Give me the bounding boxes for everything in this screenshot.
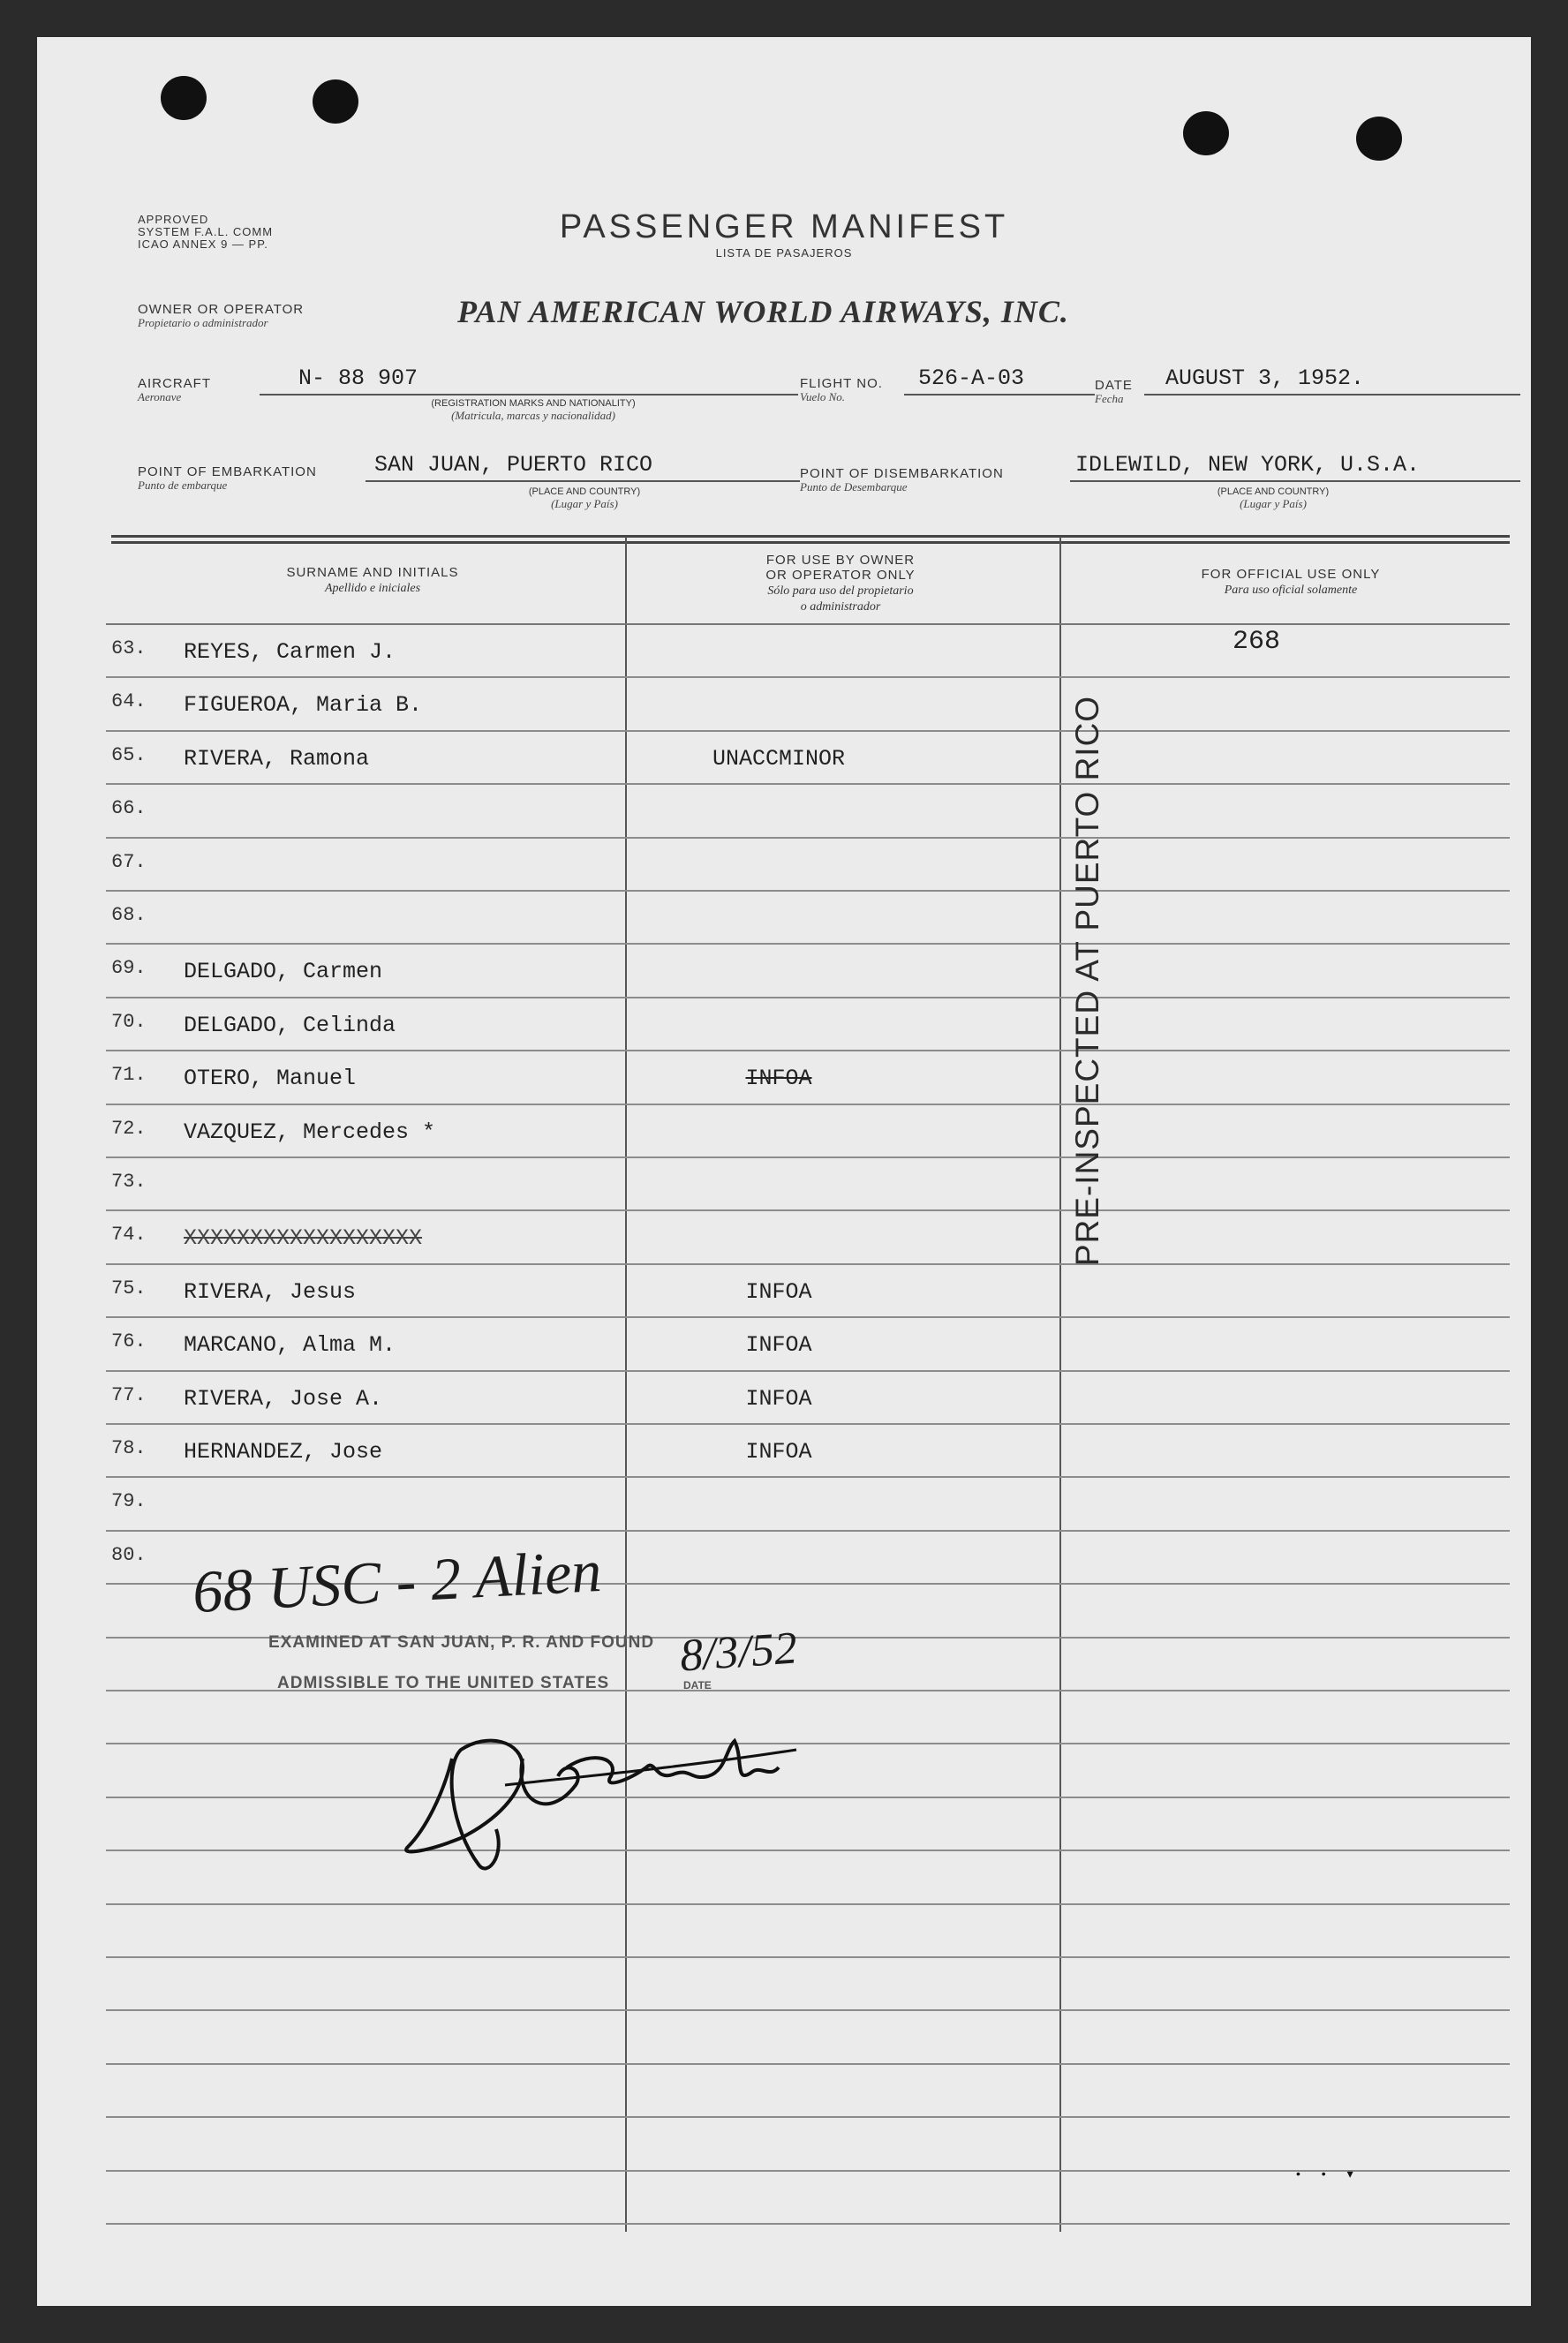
disembark-label: POINT OF DISEMBARKATION Punto de Desembarque (800, 466, 1004, 493)
column-divider (1059, 537, 1061, 2232)
approval-line: ICAO ANNEX 9 — PP. (138, 237, 268, 251)
operator-note: INFOA (745, 1439, 812, 1465)
operator-note: INFOA (745, 1278, 812, 1305)
blank-rule (106, 2223, 1510, 2225)
row-number: 68. (111, 904, 147, 926)
row-rule (106, 1476, 1510, 1478)
row-number: 67. (111, 850, 147, 873)
row-rule (106, 1156, 1510, 1158)
surname-header: SURNAME AND INITIALS Apellido e iniciales (286, 565, 459, 595)
operator-note: INFOA (745, 1066, 812, 1092)
row-rule (106, 1370, 1510, 1372)
blank-rule (106, 2116, 1510, 2118)
approval-line: APPROVED (138, 213, 209, 226)
row-number: 65. (111, 743, 147, 766)
row-number: 64. (111, 690, 147, 713)
operator-note: UNACCMINOR (712, 745, 846, 772)
signature (390, 1697, 849, 1891)
passenger-name: DELGADO, Celinda (184, 1012, 396, 1038)
blank-rule (106, 2009, 1510, 2011)
embark-label: POINT OF EMBARKATION Punto de embarque (138, 464, 317, 492)
operator-note: INFOA (745, 1385, 812, 1412)
row-number: 71. (111, 1064, 147, 1087)
punch-hole (313, 79, 358, 124)
row-number: 72. (111, 1117, 147, 1140)
footer-marks: • • ▾ (1296, 2166, 1362, 2181)
passenger-name: MARCANO, Alma M. (184, 1332, 396, 1359)
passenger-name: HERNANDEZ, Jose (184, 1439, 383, 1465)
flight-value: 526-A-03 (918, 365, 1025, 391)
passenger-name: VAZQUEZ, Mercedes * (184, 1119, 436, 1145)
row-number: 80. (111, 1543, 147, 1566)
row-rule (106, 1530, 1510, 1532)
blank-rule (106, 1956, 1510, 1958)
passenger-name: RIVERA, Jose A. (184, 1385, 383, 1412)
passenger-name: FIGUEROA, Maria B. (184, 692, 423, 719)
row-number: 77. (111, 1383, 147, 1406)
date-label: DATE Fecha (1095, 378, 1133, 405)
stamp-date-label: DATE (683, 1679, 712, 1691)
row-rule (106, 783, 1510, 785)
row-rule (106, 890, 1510, 892)
owner-value: PAN AMERICAN WORLD AIRWAYS, INC. (457, 294, 1069, 329)
operator-note: INFOA (745, 1332, 812, 1359)
row-number: 74. (111, 1224, 147, 1247)
header-divider (111, 535, 1510, 538)
aircraft-label: AIRCRAFT Aeronave (138, 376, 211, 403)
handwritten-note: 68 USC - 2 Alien (191, 1536, 604, 1626)
row-number: 69. (111, 957, 147, 980)
row-rule (106, 730, 1510, 732)
passenger-name: RIVERA, Jesus (184, 1278, 357, 1305)
row-number: 75. (111, 1277, 147, 1300)
official-count: 268 (1233, 627, 1281, 657)
row-number: 66. (111, 797, 147, 820)
row-number: 76. (111, 1330, 147, 1353)
row-rule (106, 1050, 1510, 1051)
blank-rule (106, 2063, 1510, 2065)
approval-line: SYSTEM F.A.L. COMM (138, 225, 274, 238)
page-title: PASSENGER MANIFEST (559, 208, 1009, 245)
punch-hole (1356, 117, 1402, 161)
pre-inspected-stamp-text: PRE-INSPECTED AT PUERTO RICO (1069, 695, 1105, 1267)
date-value: AUGUST 3, 1952. (1165, 365, 1365, 391)
examined-stamp: EXAMINED AT SAN JUAN, P. R. AND FOUND (268, 1633, 655, 1652)
punch-hole (161, 76, 207, 120)
passenger-name: DELGADO, Carmen (184, 959, 383, 985)
blank-rule (106, 1903, 1510, 1905)
disembark-value: IDLEWILD, NEW YORK, U.S.A. (1075, 452, 1421, 478)
aircraft-value: N- 88 907 (298, 365, 418, 391)
passenger-name: OTERO, Manuel (184, 1066, 357, 1092)
flight-label: FLIGHT NO. Vuelo No. (800, 376, 883, 403)
owner-use-header: FOR USE BY OWNER OR OPERATOR ONLY Sólo para uso del propietario o administrador (765, 553, 916, 614)
row-rule (106, 837, 1510, 839)
row-rule (106, 943, 1510, 945)
embark-value: SAN JUAN, PUERTO RICO (374, 452, 653, 478)
owner-label: OWNER OR OPERATOR Propietario o administrador (138, 302, 305, 329)
manifest-sheet: APPROVED SYSTEM F.A.L. COMM ICAO ANNEX 9 — PP. PASSENGER MANIFEST LISTA DE PASAJEROS OWNER OR OPERATOR Propietario o administrador PAN AMERICAN WORLD AIRWAYS, INC. AIRCRAFT Aeronave N- 88 907 (REGISTRATION MARKS AND NATIONALITY) (Matricula, marcas y nacionalidad) FLIGHT NO. Vuelo No. 526-A-03 DATE Fecha AUGUST 3, 1952. POINT OF EMBARKATION Punto de embarque SAN JUAN, PUERTO RICO (PLACE AND COUNTRY) (Lugar y País) POINT OF DISEMBARKATION Punto de Desembarque IDLEWILD, NEW YORK, U.S.A. (PLACE AND COUNTRY) (Lugar y País) SURNAME AND INITIALS Apellido e iniciales FOR USE BY OWNER OR OPERATOR ONLY Sólo para uso del propietario o administrador FOR OFFICIAL USE ONLY Para uso oficial solamente 63. REYES, Carmen J. 64. FIGUEROA, Maria B. 65. RIVERA, Ramona UNACCMINOR 66. 67. 68. 69. DELGADO, Carmen 70. DELGADO, Celinda 71. OTERO, Manuel INFOA 72. VAZQUEZ, Mercedes * 73. 74. XXXXXXXXXXXXXXXXXX 75. RIVERA, Jesus INFOA 76. MARCANO, Alma M. INFOA 77. RIVERA, Jose A. INFOA 78. HERNANDEZ, Jose INFOA 79. 80. 268 PRE-INSPECTED AT PUERTO RICO 68 USC - 2 Alien EXAMINED AT SAN JUAN, P. R. AND FOUND ADMISSIBLE TO THE UNITED STATES DATE 8/3/52 • • ▾ (37, 37, 1531, 2306)
page-subtitle: LISTA DE PASAJEROS (715, 246, 853, 260)
row-rule (106, 1104, 1510, 1105)
passenger-name: REYES, Carmen J. (184, 639, 396, 665)
row-number: 78. (111, 1437, 147, 1459)
row-rule (106, 1209, 1510, 1211)
row-rule (106, 1316, 1510, 1318)
passenger-name: XXXXXXXXXXXXXXXXXX (184, 1225, 423, 1252)
passenger-name: RIVERA, Ramona (184, 745, 370, 772)
row-rule (106, 997, 1510, 998)
row-rule (106, 1423, 1510, 1425)
row-number: 79. (111, 1490, 147, 1513)
row-rule (106, 1263, 1510, 1265)
punch-hole (1183, 111, 1229, 155)
row-rule (106, 676, 1510, 678)
row-number: 73. (111, 1171, 147, 1193)
column-divider (625, 537, 627, 2232)
handwritten-date: 8/3/52 (678, 1623, 799, 1682)
row-number: 63. (111, 637, 147, 659)
official-use-header: FOR OFFICIAL USE ONLY Para uso oficial solamente (1201, 567, 1381, 597)
admissible-stamp: ADMISSIBLE TO THE UNITED STATES (277, 1674, 610, 1692)
row-number: 70. (111, 1010, 147, 1033)
